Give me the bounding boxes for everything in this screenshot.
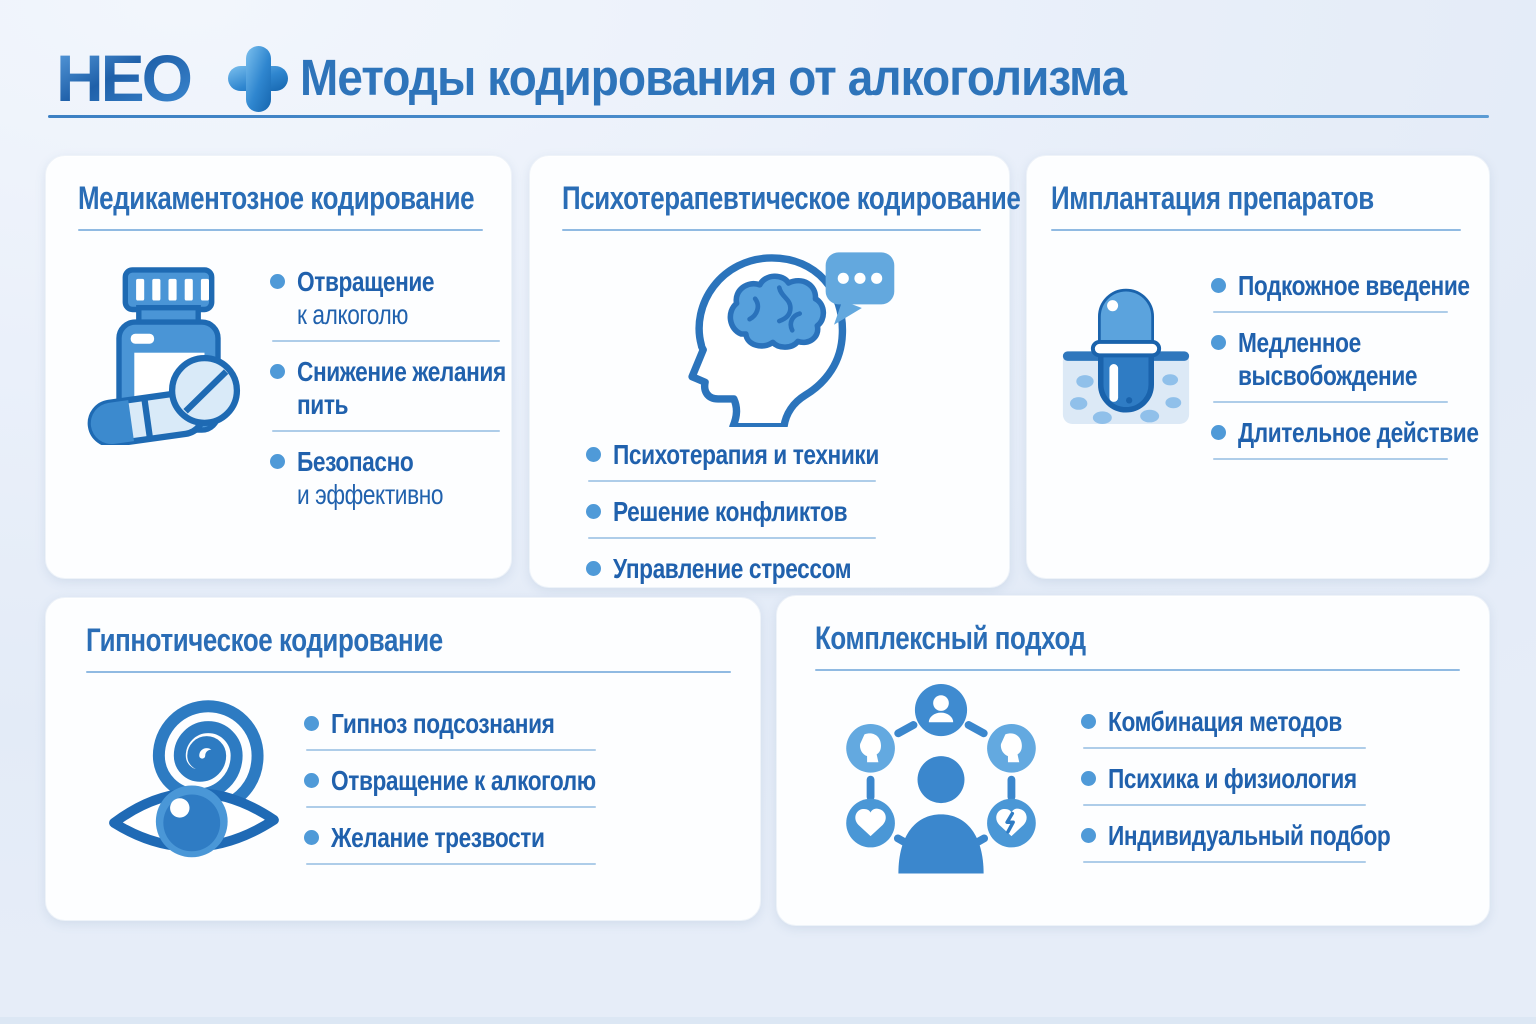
bullet-divider (306, 749, 596, 751)
list-item (304, 821, 658, 854)
bullet-divider (1213, 458, 1448, 460)
card-hypnosis-title: Гипнотическое кодирование (86, 622, 443, 658)
bullet-text: Отвращение (297, 266, 435, 297)
bullet-text: Гипноз подсознания (331, 708, 555, 739)
list-item (270, 445, 555, 511)
bullet-text: Психотерапия и техники (613, 439, 879, 470)
head-brain-chat-icon (642, 241, 898, 432)
bullet-divider (588, 537, 876, 539)
hypnosis-spiral-eye-icon (108, 683, 258, 884)
person-network-icon (841, 677, 1041, 882)
card-hypnosis-coding (45, 597, 761, 921)
bullet-text: Желание трезвости (331, 822, 545, 853)
bullet-dot-icon (1081, 714, 1096, 729)
bullet-text: Подкожное введение (1238, 270, 1470, 301)
bullet-divider (588, 480, 876, 482)
bullet-dot-icon (270, 274, 285, 289)
bullet-divider (1083, 861, 1366, 863)
bullet-dot-icon (586, 561, 601, 576)
bullet-text: Комбинация методов (1108, 706, 1342, 737)
bullet-text: Безопасно (297, 446, 414, 477)
bullet-dot-icon (586, 504, 601, 519)
bullet-text: Длительное действие (1238, 417, 1479, 448)
bullet-divider (272, 430, 500, 432)
list-item (1081, 705, 1457, 738)
card-complex-approach (776, 595, 1490, 926)
list-item (270, 265, 555, 331)
list-item (1081, 819, 1457, 852)
bullet-text: Снижение желания (297, 356, 506, 387)
bullet-text: и эффективно (297, 479, 444, 510)
pill-bottle-icon (74, 255, 254, 450)
bullet-text: Управление стрессом (613, 553, 852, 584)
list-item (304, 707, 658, 740)
card-implantation-title: Имплантация препаратов (1051, 180, 1374, 216)
card-psychotherapy-title-underline (562, 229, 981, 231)
bullet-divider (306, 863, 596, 865)
bullet-dot-icon (1211, 335, 1226, 350)
bullet-dot-icon (1081, 771, 1096, 786)
logo-plus-icon (228, 46, 288, 112)
bullet-dot-icon (270, 364, 285, 379)
page-title: Методы кодирования от алкоголизма (300, 49, 1127, 106)
card-complex-title-underline (815, 669, 1460, 671)
bullet-text: высвобождение (1238, 360, 1418, 391)
list-item (1211, 269, 1535, 302)
bullet-text: Решение конфликтов (613, 496, 848, 527)
list-item (304, 764, 658, 797)
card-psychotherapy-coding (529, 155, 1021, 588)
card-psychotherapy-title: Психотерапевтическое кодирование (562, 180, 1021, 216)
list-item (1211, 326, 1535, 392)
bullet-text: Медленное (1238, 327, 1361, 358)
bullet-divider (1083, 747, 1366, 749)
list-item (270, 355, 555, 421)
card-hypnosis-title-underline (86, 671, 731, 673)
bullet-text: Психика и физиология (1108, 763, 1357, 794)
list-item (1081, 762, 1457, 795)
bullet-dot-icon (304, 773, 319, 788)
neo-plus-logo (56, 40, 288, 123)
bullet-dot-icon (1211, 425, 1226, 440)
bullet-text: к алкоголю (297, 299, 408, 330)
neo-plus-logo-icon (56, 40, 288, 118)
bullet-divider (1213, 401, 1448, 403)
card-medication-coding (45, 155, 512, 579)
bullet-dot-icon (1211, 278, 1226, 293)
implant-capsule-icon (1055, 259, 1197, 452)
bullet-text: Индивидуальный подбор (1108, 820, 1391, 851)
card-complex-title: Комплексный подход (815, 620, 1086, 656)
bullet-text: пить (297, 389, 349, 420)
list-item (586, 495, 1009, 528)
bullet-divider (272, 340, 500, 342)
list-item (1211, 416, 1535, 449)
card-medication-title: Медикаментозное кодирование (78, 180, 475, 216)
list-item (586, 552, 1009, 585)
bullet-divider (306, 806, 596, 808)
bullet-dot-icon (586, 447, 601, 462)
list-item (586, 438, 1009, 471)
card-implantation (1026, 155, 1490, 579)
bullet-text: Отвращение к алкоголю (331, 765, 596, 796)
card-medication-title-underline (78, 229, 483, 231)
bullet-dot-icon (304, 830, 319, 845)
header-divider (48, 115, 1489, 118)
card-implantation-title-underline (1051, 229, 1461, 231)
bullet-divider (1083, 804, 1366, 806)
logo-text: НЕО (56, 41, 191, 115)
bullet-dot-icon (1081, 828, 1096, 843)
bullet-dot-icon (304, 716, 319, 731)
bullet-dot-icon (270, 454, 285, 469)
bullet-divider (1213, 311, 1448, 313)
